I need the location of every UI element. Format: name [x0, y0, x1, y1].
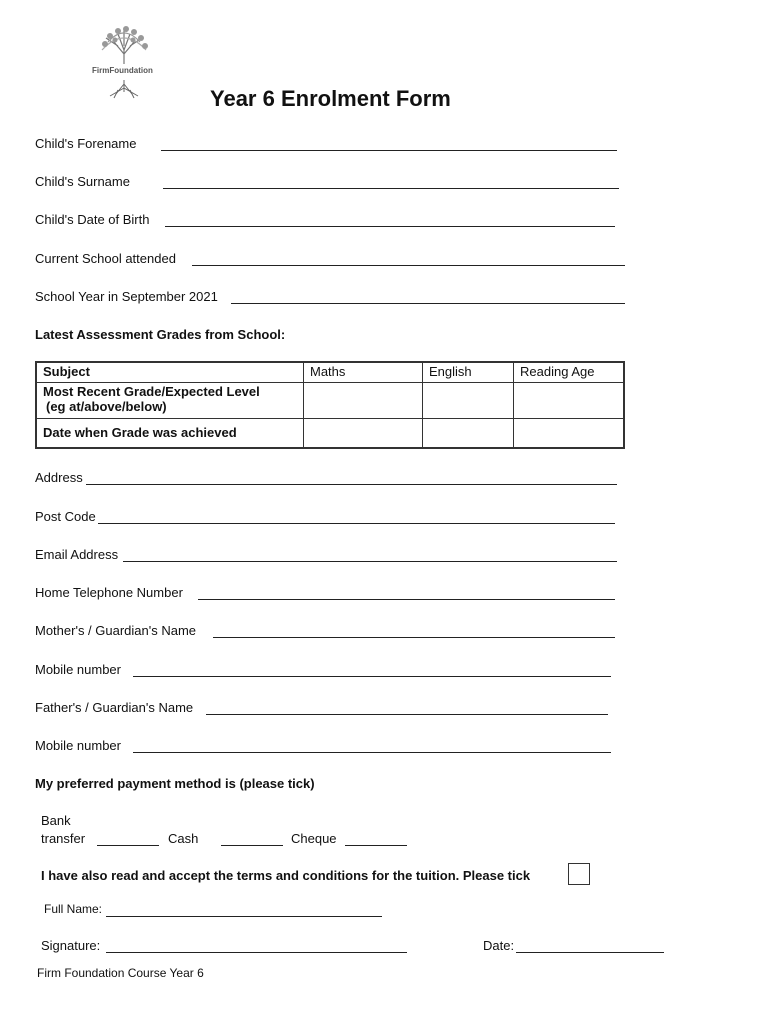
father-name-field[interactable]	[206, 700, 608, 715]
forename-field[interactable]	[161, 136, 617, 151]
grade-date-label: Date when Grade was achieved	[36, 418, 304, 448]
maths-grade-cell[interactable]	[304, 382, 423, 418]
terms-checkbox[interactable]	[568, 863, 590, 885]
header-maths: Maths	[304, 362, 423, 382]
reading-age-date-cell[interactable]	[514, 418, 625, 448]
date-field[interactable]	[516, 938, 664, 953]
surname-field[interactable]	[163, 174, 619, 189]
dob-label: Child's Date of Birth	[35, 212, 150, 227]
father-mobile-field[interactable]	[133, 738, 611, 753]
bank-transfer-label-line2: transfer	[41, 831, 86, 846]
signature-label: Signature:	[41, 938, 101, 953]
logo-text: FirmFoundation	[92, 66, 153, 75]
current-school-field[interactable]	[192, 251, 625, 266]
date-label: Date:	[483, 938, 515, 953]
forename-label: Child's Forename	[35, 136, 137, 151]
home-phone-field[interactable]	[198, 585, 615, 600]
tree-icon	[88, 24, 160, 100]
address-label: Address	[35, 470, 83, 485]
table-row	[36, 362, 624, 382]
grades-heading: Latest Assessment Grades from School:	[35, 327, 286, 342]
mother-mobile-label: Mobile number	[35, 662, 121, 677]
maths-date-cell[interactable]	[304, 418, 423, 448]
recent-grade-label	[36, 382, 304, 418]
cheque-label: Cheque	[291, 831, 337, 846]
header-subject: Subject	[36, 362, 304, 382]
email-field[interactable]	[123, 547, 617, 562]
email-label: Email Address	[35, 547, 119, 562]
full-name-field[interactable]	[106, 902, 382, 917]
father-name-label: Father's / Guardian's Name	[35, 700, 194, 715]
signature-field[interactable]	[106, 938, 407, 953]
home-phone-label: Home Telephone Number	[35, 585, 183, 600]
grades-table	[35, 361, 625, 449]
postcode-field[interactable]	[98, 509, 615, 524]
firm-foundation-logo	[88, 24, 160, 100]
table-row	[36, 382, 624, 418]
table-row	[36, 418, 624, 448]
page-title: Year 6 Enrolment Form	[210, 86, 451, 111]
current-school-label: Current School attended	[35, 251, 176, 266]
terms-text: I have also read and accept the terms and conditions for the tuition. Please tick	[41, 868, 531, 883]
english-grade-cell[interactable]	[423, 382, 514, 418]
father-mobile-label: Mobile number	[35, 738, 121, 753]
cash-label: Cash	[168, 831, 199, 846]
mother-mobile-field[interactable]	[133, 662, 611, 677]
school-year-label: School Year in September 2021	[35, 289, 218, 304]
mother-name-label: Mother's / Guardian's Name	[35, 623, 197, 638]
recent-grade-line2: (eg at/above/below)	[46, 398, 167, 414]
cheque-tick[interactable]	[345, 831, 407, 846]
surname-label: Child's Surname	[35, 174, 130, 189]
full-name-label: Full Name:	[44, 902, 103, 916]
postcode-label: Post Code	[35, 509, 96, 524]
footer-text: Firm Foundation Course Year 6	[37, 966, 204, 980]
address-field[interactable]	[86, 470, 617, 485]
school-year-field[interactable]	[231, 289, 625, 304]
english-date-cell[interactable]	[423, 418, 514, 448]
bank-transfer-label-line1: Bank	[41, 813, 71, 828]
reading-age-grade-cell[interactable]	[514, 382, 625, 418]
mother-name-field[interactable]	[213, 623, 615, 638]
dob-field[interactable]	[165, 212, 615, 227]
cash-tick[interactable]	[221, 831, 283, 846]
recent-grade-line1: Most Recent Grade/Expected Level	[43, 383, 260, 399]
header-reading-age: Reading Age	[514, 362, 625, 382]
bank-transfer-tick[interactable]	[97, 831, 159, 846]
payment-heading: My preferred payment method is (please tick)	[35, 776, 315, 791]
header-english: English	[423, 362, 514, 382]
